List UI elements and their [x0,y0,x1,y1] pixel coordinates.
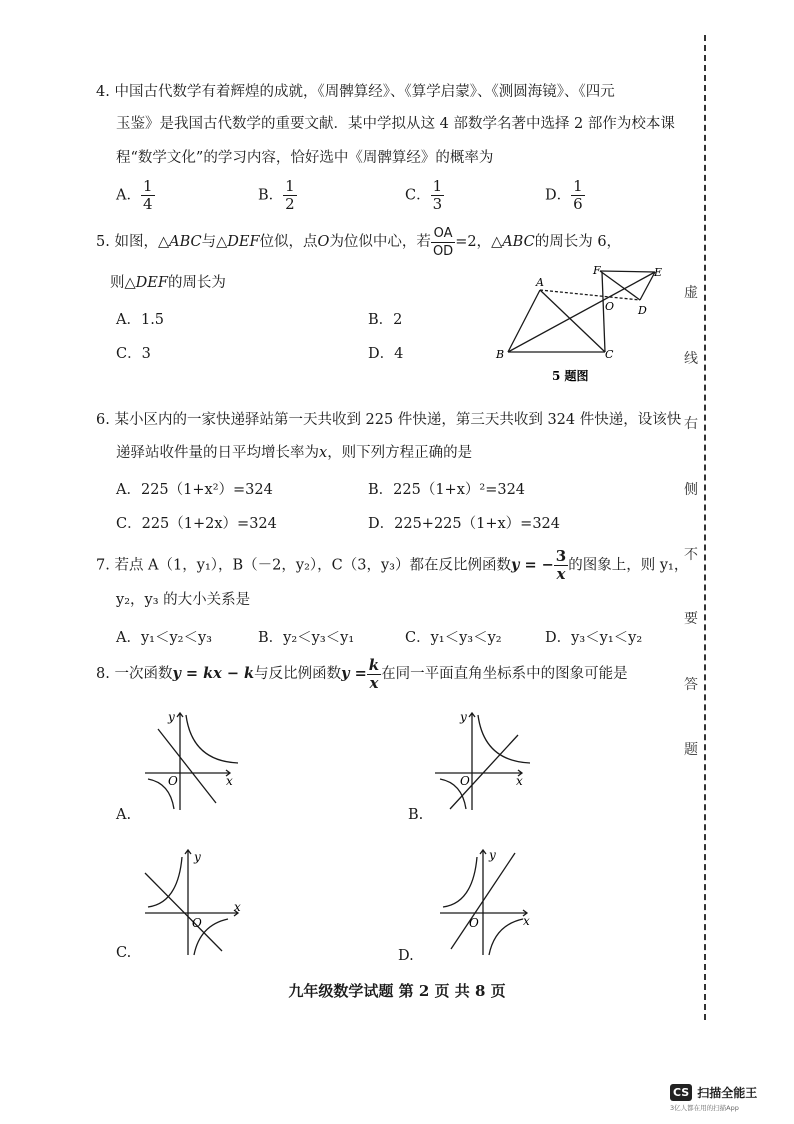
label-a: A [536,276,544,289]
side-char-3: 右 [684,416,698,432]
q7-line1: 7. 若点 A（1，y₁），B（－2，y₂），C（3，y₃）都在反比例函数y = − $\frac{3}{x}$ 的图象上，则 y₁， [96,547,689,583]
side-char-4: 侧 [684,482,698,498]
svg-text:O: O [192,916,202,930]
label-d: D [638,304,647,317]
q8-graph-c [140,845,250,960]
q5-figure-caption: 5 题图 [552,369,589,383]
q8-graph-b [430,705,540,815]
side-char-5: 不 [684,547,698,563]
q7-option-b: B．y₂＜y₃＜y₁ [258,630,355,646]
q4-option-d: D． $\frac{1}{6}$ [545,177,583,213]
label-f: F [593,264,601,277]
q7-option-c: C．y₁＜y₃＜y₂ [405,630,502,646]
q4-line1: 4. 中国古代数学有着辉煌的成就，《周髀算经》、《算学启蒙》、《测圆海镜》、《四元 [96,84,615,100]
label-c: C [605,348,614,361]
side-char-8: 题 [684,742,698,758]
side-char-6: 要 [684,611,698,627]
q5-figure [490,262,670,387]
q6-line1: 6. 某小区内的一家快递驿站第一天共收到 225 件快递，第三天共收到 324 件快递，设该快 [96,412,682,428]
svg-text:x: x [234,900,241,914]
page-footer: 九年级数学试题 第 2 页 共 8 页 [288,982,506,1000]
q8-stem: 8. 一次函数y = kx − k与反比例函数y = $\frac{k}{x}$ 在同一平面直角坐标系中的图象可能是 [96,655,628,692]
q8-label-d: D. [398,948,414,964]
q4-option-b: B． $\frac{1}{2}$ [258,177,295,213]
scanner-logo-icon: CS [670,1084,692,1101]
q7-option-d: D．y₃＜y₁＜y₂ [545,630,643,646]
q8-label-b: B. [408,807,424,823]
q4-option-c: C． $\frac{1}{3}$ [405,177,443,213]
q8-graph-a [140,705,250,815]
q4-line2: 玉鉴》是我国古代数学的重要文献．某中学拟从这 4 部数学名著中选择 2 部作为校本课 [116,116,675,132]
q7-line2: y₂，y₃ 的大小关系是 [116,592,251,608]
q6-option-b: B．225（1+x）²=324 [368,482,526,498]
q6-option-d: D．225+225（1+x）=324 [368,516,561,532]
q5-option-d: D．4 [368,346,404,362]
label-b: B [496,348,505,361]
q5-option-b: B．2 [368,312,403,328]
q8-label-c: C. [116,945,132,961]
q5-option-a: A．1.5 [116,312,165,328]
q6-line2: 递驿站收件量的日平均增长率为x，则下列方程正确的是 [116,445,473,461]
q5-line2: 则△DEF的周长为 [110,275,226,291]
svg-text:O: O [460,774,470,788]
svg-text:O: O [469,916,479,930]
q6-option-a: A．225（1+x²）=324 [116,482,273,498]
q5-option-c: C．3 [116,346,151,362]
svg-text:y: y [194,850,201,864]
label-e: E [654,266,663,279]
svg-text:y: y [168,710,175,724]
svg-text:x: x [523,914,530,928]
q7-option-a: A．y₁＜y₂＜y₃ [116,630,212,646]
svg-text:x: x [226,774,233,788]
q6-option-c: C．225（1+2x）=324 [116,516,277,532]
cut-line [704,35,706,1020]
side-char-7: 答 [684,677,698,693]
q8-graph-d [435,845,545,960]
q5-line1: 5. 如图，△ABC与△DEF位似，点O为位似中心，若 $\frac{OA}{OD}$ =2，△ABC的周长为 6， [96,225,622,259]
svg-text:x: x [516,774,523,788]
svg-text:y: y [460,710,467,724]
q4-line3: 程“数学文化”的学习内容，恰好选中《周髀算经》的概率为 [116,150,494,166]
svg-text:O: O [168,774,178,788]
label-o: O [605,300,615,313]
side-char-2: 线 [684,351,698,367]
svg-text:y: y [489,848,496,862]
q8-label-a: A. [116,807,132,823]
side-char-1: 虚 [684,285,698,301]
q4-option-a: A． $\frac{1}{4}$ [116,177,153,213]
scanner-watermark: CS 扫描全能王 3亿人都在用的扫描App [670,1086,758,1112]
